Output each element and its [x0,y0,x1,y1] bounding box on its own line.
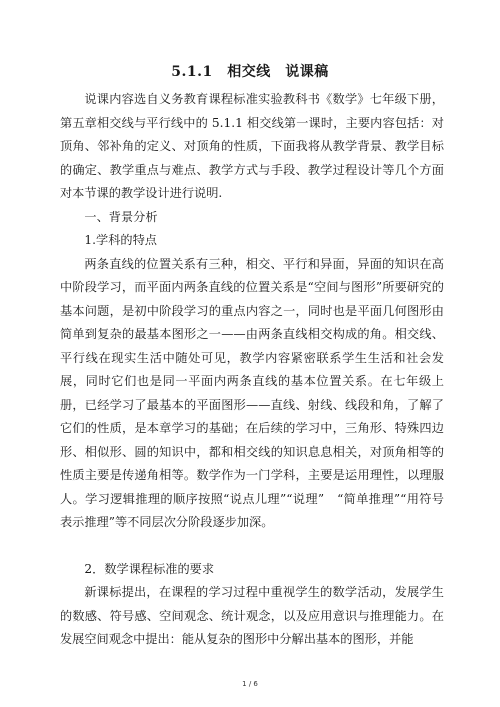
document-body [60,88,444,652]
document-title: 5.1.1 相交线 说课稿 [171,64,329,80]
subject-features-paragraph: 两条直线的位置关系有三种，相交、平行和异面，异面的知识在高中阶段学习，而平面内两条直线的位置关系是“空间与图形”所要研究的基本问题，是初中阶段学习的重点内容之一，同时也是平面几何图形由简单到复杂的最基本图形之一——由两条直线相交构成的角。相交线、平行线在现实生活中随处可见，教学内容紧密联系学生生活和社会发展，同时它们也是同一平面内两条直线的基本位置关系。在七年级上册，已经学习了最基本的平面图形——直线、射线、线段和角，了解了它们的性质，是本章学习的基础；在后续的学习中，三角形、特殊四边形、相似形、圆的知识中，都和相交线的知识息息相关，对顶角相等的性质主要是传递角相等。数学作为一门学科，主要是运用理性，以理服人。学习逻辑推理的顺序按照“说点儿理”“说理” “简单推理”“用符号表示推理”等不同层次分阶段逐步加深。 [60,256,444,529]
page-number: 1 / 6 [242,680,258,688]
subsection-heading-subject-features: 1.学科的特点 [84,233,157,247]
intro-paragraph: 说课内容选自义务教育课程标准实验教科书《数学》七年级下册，第五章相交线与平行线中的 5.1.1 相交线第一课时，主要内容包括：对顶角、邻补角的定义、对顶角的性质，下面我将从教学背景、教学目标的确定、教学重点与难点、教学方式与手段、教学过程设计等几个方面对本节课的教学设计进行说明. [60,92,444,200]
subsection-heading-curriculum-standard: 2．数学课程标准的要求 [84,561,215,576]
section-heading-background: 一、背景分析 [84,209,158,224]
curriculum-standard-paragraph: 新课标提出，在课程的学习过程中重视学生的数学活动，发展学生的数感、符号感、空间观念、统计观念，以及应用意识与推理能力。在发展空间观念中提出：能从复杂的图形中分解出基本的图形，并能 [60,585,444,646]
